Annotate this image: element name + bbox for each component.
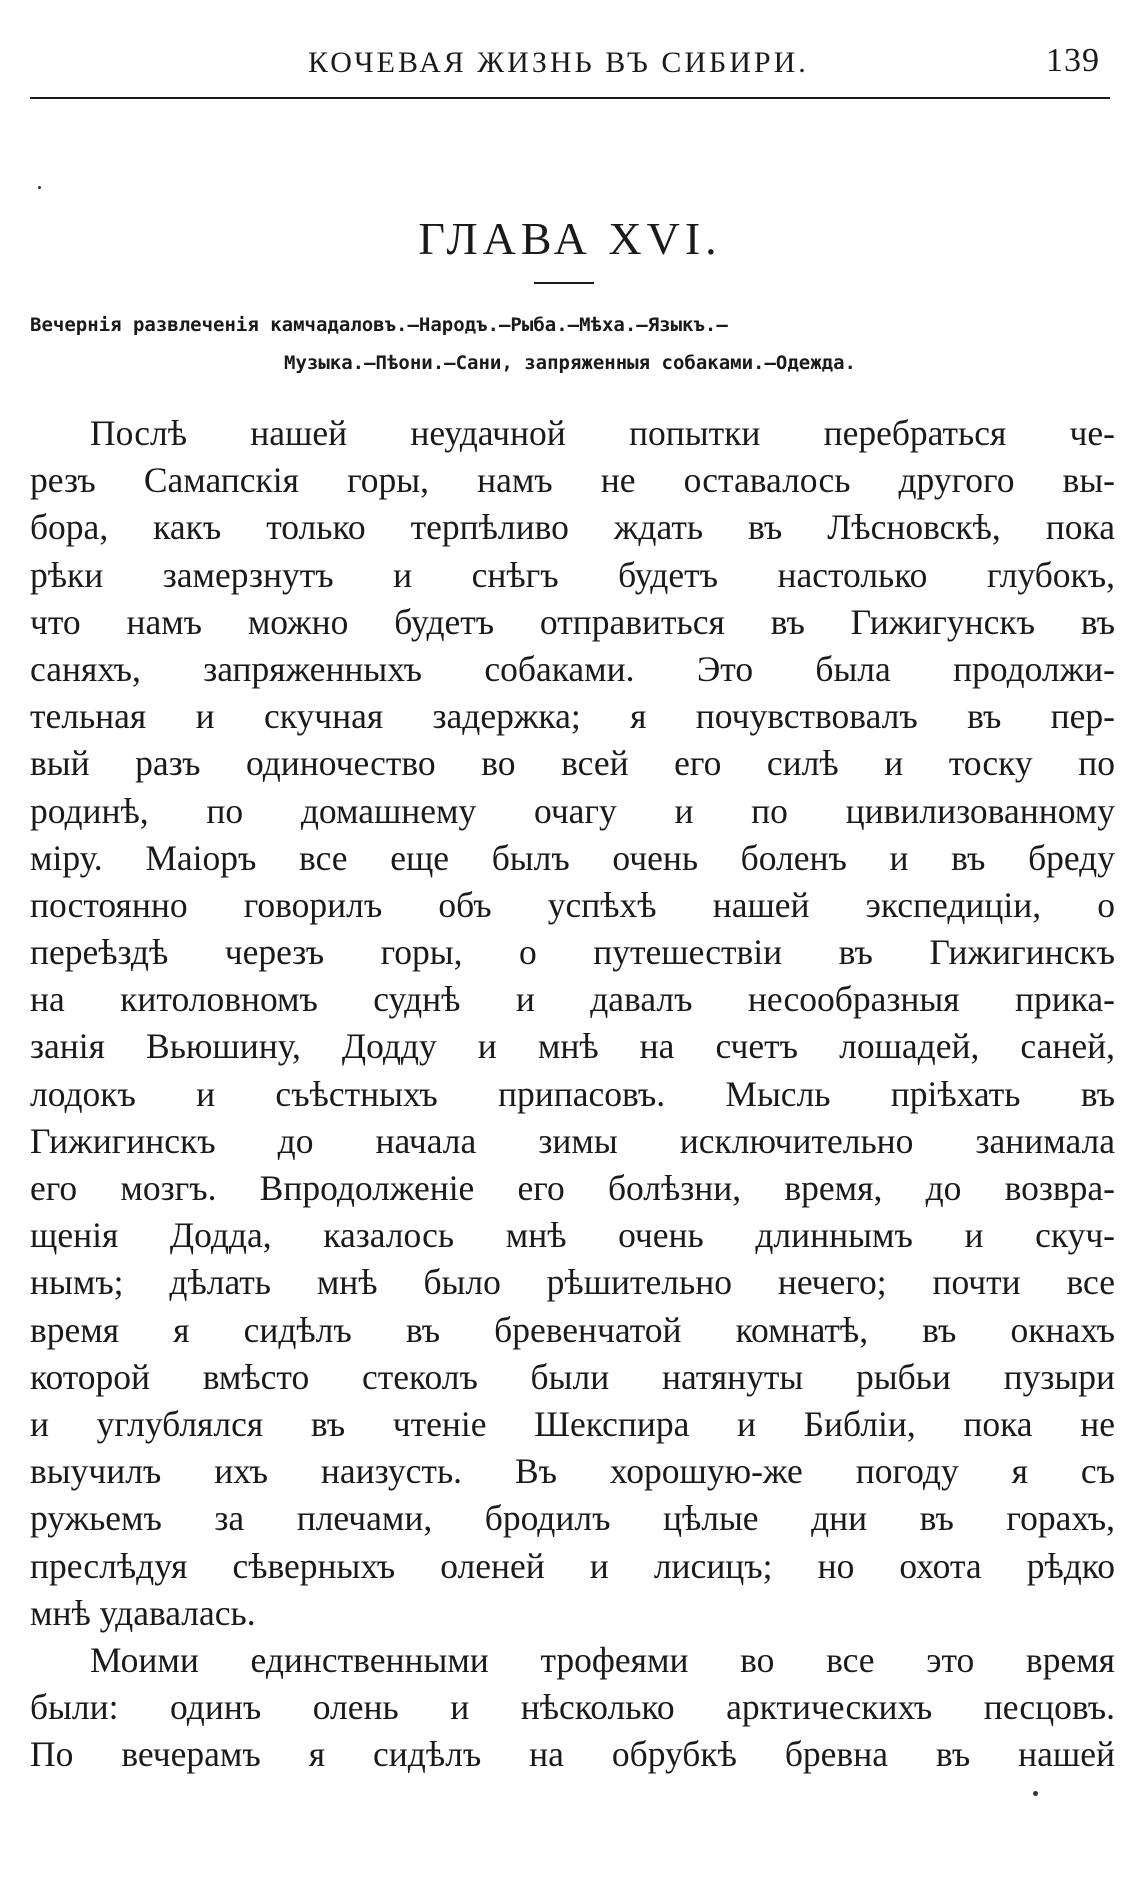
header-rule <box>30 97 1110 99</box>
chapter-summary <box>30 306 1110 382</box>
text-line: ружьемъ за плечами, бродилъ цѣлые дни въ горахъ, <box>30 1498 1115 1539</box>
text-line: время я сидѣлъ въ бревенчатой комнатѣ, въ окнахъ <box>30 1309 1115 1350</box>
chapter-title: ГЛАВА XVI. <box>418 213 722 264</box>
text-line: щенія Додда, казалось мнѣ очень длиннымъ и скуч- <box>30 1215 1115 1256</box>
text-line: міру. Маіоръ все еще былъ очень боленъ и въ бреду <box>30 837 1115 878</box>
print-speck <box>38 186 41 189</box>
text-line: нымъ; дѣлать мнѣ было рѣшительно нечего; почти все <box>30 1262 1115 1303</box>
text-line: резъ Самапскія горы, намъ не оставалось другого вы- <box>30 460 1115 501</box>
text-line: саняхъ, запряженныхъ собаками. Это была продолжи- <box>30 648 1115 689</box>
text-line: преслѣдуя сѣверныхъ оленей и лисицъ; но охота рѣдко <box>30 1545 1115 1586</box>
text-line: его мозгъ. Впродолженіе его болѣзни, время, до возвра- <box>30 1168 1115 1208</box>
body-text <box>30 410 1115 1778</box>
text-line: рѣки замерзнутъ и снѣгъ будетъ настолько глубокъ, <box>30 554 1115 595</box>
text-line: что намъ можно будетъ отправиться въ Гижигунскъ въ <box>30 601 1115 642</box>
text-line: Гижигинскъ до начала зимы исключительно занимала <box>30 1120 1115 1161</box>
text-line: лодокъ и съѣстныхъ припасовъ. Мысль пріѣхать въ <box>30 1073 1115 1114</box>
text-line: были: одинъ олень и нѣсколько арктическихъ песцовъ. <box>30 1687 1115 1728</box>
text-line: мнѣ удавалась. <box>30 1592 256 1633</box>
text-line: выучилъ ихъ наизусть. Въ хорошую-же погоду я съ <box>30 1451 1115 1492</box>
text-line: занія Вьюшину, Додду и мнѣ на счетъ лошадей, саней, <box>30 1026 1115 1067</box>
text-line: Моими единственными трофеями во все это время <box>90 1639 1115 1680</box>
summary-line: Вечернія развлеченія камчадаловъ.—Народъ.—Рыба.—Мѣха.—Языкъ.— <box>30 314 728 336</box>
text-line: постоянно говорилъ объ успѣхѣ нашей экспедиціи, о <box>30 884 1115 925</box>
page-number: 139 <box>1046 42 1100 79</box>
text-line: тельная и скучная задержка; я почувствовалъ въ пер- <box>30 696 1115 737</box>
text-line: вый разъ одиночество во всей его силѣ и тоску по <box>30 743 1115 784</box>
chapter-rule <box>534 282 594 284</box>
running-title: КОЧЕВАЯ ЖИЗНЬ ВЪ СИБИРИ. <box>308 46 809 79</box>
text-line: По вечерамъ я сидѣлъ на обрубкѣ бревна въ нашей <box>30 1734 1115 1775</box>
summary-line: Музыка.—Пѣони.—Сани, запряженныя собаками.—Одежда. <box>284 352 856 374</box>
text-line: Послѣ нашей неудачной попытки перебраться че- <box>90 413 1115 453</box>
text-line: на китоловномъ суднѣ и давалъ несообразныя прика- <box>30 979 1115 1020</box>
print-speck <box>1033 1791 1038 1796</box>
text-line: бора, какъ только терпѣливо ждать въ Лѣсновскѣ, пока <box>30 507 1115 548</box>
text-line: и углублялся въ чтеніе Шекспира и Библіи, пока не <box>30 1403 1115 1444</box>
text-line: которой вмѣсто стеколъ были натянуты рыбьи пузыри <box>30 1356 1115 1397</box>
text-line: переѣздѣ черезъ горы, о путешествіи въ Гижигинскъ <box>30 932 1115 973</box>
running-header <box>30 42 1110 94</box>
text-line: родинѣ, по домашнему очагу и по цивилизованному <box>30 790 1115 831</box>
